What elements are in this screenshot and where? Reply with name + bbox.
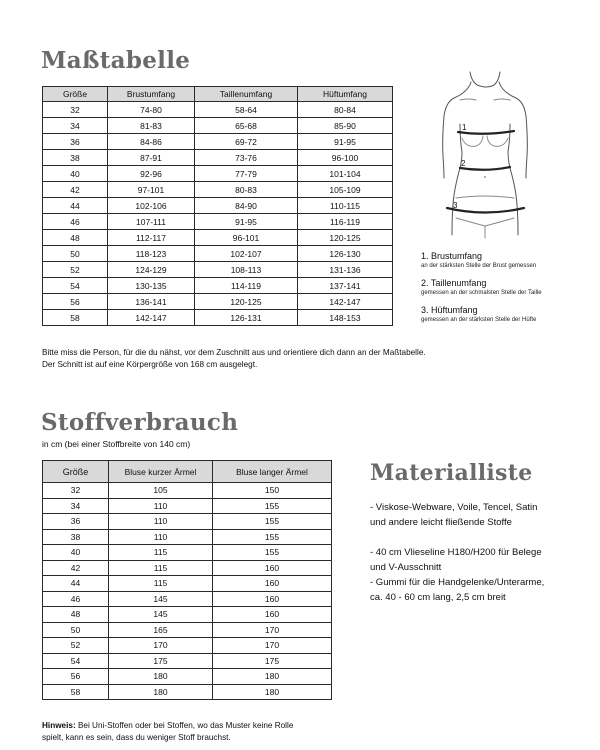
column-header-long-sleeve: Bluse langer Ärmel — [213, 461, 332, 483]
material-item: und V-Ausschnitt — [370, 562, 442, 573]
size-cell: 52 — [43, 638, 109, 654]
bust-cell: 130-135 — [108, 278, 195, 294]
table-row — [43, 310, 393, 326]
short-sleeve-cell: 145 — [109, 607, 213, 623]
size-cell: 54 — [43, 278, 108, 294]
size-cell: 32 — [43, 483, 109, 499]
table-row — [43, 294, 393, 310]
table-row — [43, 150, 393, 166]
size-chart-note — [42, 347, 426, 371]
hip-cell: 110-115 — [298, 198, 393, 214]
table-row — [43, 498, 332, 514]
short-sleeve-cell: 115 — [109, 560, 213, 576]
waist-cell: 108-113 — [195, 262, 298, 278]
short-sleeve-cell: 165 — [109, 622, 213, 638]
material-item: und andere leicht fließende Stoffe — [370, 517, 512, 528]
legend-title: 1. Brustumfang — [421, 251, 483, 261]
size-cell: 46 — [43, 591, 109, 607]
bust-cell: 87-91 — [108, 150, 195, 166]
short-sleeve-cell: 180 — [109, 669, 213, 685]
table-header-row — [43, 87, 393, 102]
waist-cell: 102-107 — [195, 246, 298, 262]
size-chart-title: Maßtabelle — [41, 47, 191, 74]
material-item: ca. 40 - 60 cm lang, 2,5 cm breit — [370, 592, 506, 603]
legend-item-bust — [421, 251, 596, 270]
table-row — [43, 545, 332, 561]
hip-cell: 116-119 — [298, 214, 393, 230]
marker-1: 1 — [462, 123, 467, 132]
column-header-bust: Brustumfang — [108, 87, 195, 102]
table-row — [43, 529, 332, 545]
body-measurement-figure — [410, 60, 590, 240]
fabric-usage-table — [42, 460, 332, 700]
measurement-legend — [421, 251, 596, 332]
waist-cell: 114-119 — [195, 278, 298, 294]
waist-cell: 126-131 — [195, 310, 298, 326]
column-header-waist: Taillenumfang — [195, 87, 298, 102]
size-cell: 56 — [43, 294, 108, 310]
legend-desc: gemessen an der schmalsten Stelle der Taille — [421, 290, 542, 296]
size-cell: 58 — [43, 684, 109, 700]
waist-cell: 58-64 — [195, 102, 298, 118]
table-row — [43, 246, 393, 262]
size-chart-table — [42, 86, 393, 326]
hip-cell: 91-95 — [298, 134, 393, 150]
column-header-size: Größe — [43, 461, 109, 483]
waist-cell: 91-95 — [195, 214, 298, 230]
short-sleeve-cell: 110 — [109, 514, 213, 530]
table-row — [43, 684, 332, 700]
size-cell: 42 — [43, 182, 108, 198]
long-sleeve-cell: 160 — [213, 607, 332, 623]
column-header-short-sleeve: Bluse kurzer Ärmel — [109, 461, 213, 483]
material-item: - Viskose-Webware, Voile, Tencel, Satin — [370, 502, 538, 513]
table-row — [43, 576, 332, 592]
material-list — [370, 500, 595, 605]
size-cell: 38 — [43, 529, 109, 545]
table-row — [43, 102, 393, 118]
long-sleeve-cell: 175 — [213, 653, 332, 669]
size-cell: 54 — [43, 653, 109, 669]
hip-cell: 105-109 — [298, 182, 393, 198]
hint-label: Hinweis: — [42, 721, 76, 730]
waist-cell: 80-83 — [195, 182, 298, 198]
size-cell: 36 — [43, 134, 108, 150]
short-sleeve-cell: 145 — [109, 591, 213, 607]
short-sleeve-cell: 115 — [109, 576, 213, 592]
short-sleeve-cell: 105 — [109, 483, 213, 499]
note-line: Bitte miss die Person, für die du nähst, vor dem Zuschnitt aus und orientiere dich dann an der Maßtabelle. — [42, 348, 426, 357]
table-row — [43, 118, 393, 134]
legend-title: 2. Taillenumfang — [421, 278, 487, 288]
size-cell: 48 — [43, 230, 108, 246]
short-sleeve-cell: 110 — [109, 529, 213, 545]
bust-cell: 92-96 — [108, 166, 195, 182]
table-row — [43, 483, 332, 499]
hip-cell: 126-130 — [298, 246, 393, 262]
waist-cell: 120-125 — [195, 294, 298, 310]
table-row — [43, 669, 332, 685]
table-row — [43, 166, 393, 182]
hip-cell: 131-136 — [298, 262, 393, 278]
hint-text-2: spielt, kann es sein, dass du weniger Stoff brauchst. — [42, 733, 231, 742]
bust-cell: 142-147 — [108, 310, 195, 326]
table-row — [43, 607, 332, 623]
long-sleeve-cell: 170 — [213, 638, 332, 654]
long-sleeve-cell: 155 — [213, 529, 332, 545]
table-row — [43, 134, 393, 150]
long-sleeve-cell: 150 — [213, 483, 332, 499]
bust-cell: 124-129 — [108, 262, 195, 278]
bust-cell: 112-117 — [108, 230, 195, 246]
long-sleeve-cell: 160 — [213, 560, 332, 576]
long-sleeve-cell: 160 — [213, 576, 332, 592]
legend-title: 3. Hüftumfang — [421, 305, 478, 315]
waist-cell: 77-79 — [195, 166, 298, 182]
material-item: - Gummi für die Handgelenke/Unterarme, — [370, 577, 545, 588]
material-list-title: Materialliste — [370, 460, 533, 486]
material-item: - 40 cm Vlieseline H180/H200 für Belege — [370, 547, 542, 558]
legend-item-hip — [421, 305, 596, 324]
bust-cell: 102-106 — [108, 198, 195, 214]
short-sleeve-cell: 180 — [109, 684, 213, 700]
size-cell: 38 — [43, 150, 108, 166]
fabric-usage-title: Stoffverbrauch — [41, 409, 239, 436]
short-sleeve-cell: 175 — [109, 653, 213, 669]
size-cell: 32 — [43, 102, 108, 118]
size-cell: 42 — [43, 560, 109, 576]
waist-cell: 73-76 — [195, 150, 298, 166]
long-sleeve-cell: 180 — [213, 669, 332, 685]
table-row — [43, 591, 332, 607]
waist-cell: 84-90 — [195, 198, 298, 214]
fabric-hint — [42, 720, 293, 744]
bust-cell: 107-111 — [108, 214, 195, 230]
hip-cell: 148-153 — [298, 310, 393, 326]
size-cell: 56 — [43, 669, 109, 685]
table-row — [43, 182, 393, 198]
table-row — [43, 262, 393, 278]
table-header-row — [43, 461, 332, 483]
size-cell: 34 — [43, 498, 109, 514]
hip-cell: 142-147 — [298, 294, 393, 310]
table-row — [43, 214, 393, 230]
short-sleeve-cell: 110 — [109, 498, 213, 514]
table-row — [43, 638, 332, 654]
waist-cell: 65-68 — [195, 118, 298, 134]
size-cell: 52 — [43, 262, 108, 278]
size-cell: 34 — [43, 118, 108, 134]
size-cell: 58 — [43, 310, 108, 326]
marker-3: 3 — [453, 201, 458, 210]
table-row — [43, 230, 393, 246]
bust-cell: 118-123 — [108, 246, 195, 262]
fabric-usage-subtitle: in cm (bei einer Stoffbreite von 140 cm) — [42, 439, 191, 449]
short-sleeve-cell: 115 — [109, 545, 213, 561]
hip-cell: 101-104 — [298, 166, 393, 182]
table-row — [43, 198, 393, 214]
short-sleeve-cell: 170 — [109, 638, 213, 654]
bust-cell: 74-80 — [108, 102, 195, 118]
long-sleeve-cell: 155 — [213, 514, 332, 530]
size-cell: 40 — [43, 545, 109, 561]
legend-item-waist — [421, 278, 596, 297]
waist-cell: 96-101 — [195, 230, 298, 246]
note-line: Der Schnitt ist auf eine Körpergröße von 168 cm ausgelegt. — [42, 360, 258, 369]
bust-cell: 136-141 — [108, 294, 195, 310]
legend-desc: gemessen an der stärksten Stelle der Hüfte — [421, 317, 537, 323]
hip-cell: 96-100 — [298, 150, 393, 166]
table-row — [43, 622, 332, 638]
long-sleeve-cell: 155 — [213, 498, 332, 514]
size-cell: 44 — [43, 198, 108, 214]
size-cell: 40 — [43, 166, 108, 182]
size-cell: 46 — [43, 214, 108, 230]
hint-text: Bei Uni-Stoffen oder bei Stoffen, wo das Muster keine Rolle — [75, 721, 294, 730]
bust-cell: 81-83 — [108, 118, 195, 134]
long-sleeve-cell: 180 — [213, 684, 332, 700]
column-header-hip: Hüftumfang — [298, 87, 393, 102]
size-cell: 44 — [43, 576, 109, 592]
hip-cell: 85-90 — [298, 118, 393, 134]
size-cell: 50 — [43, 246, 108, 262]
table-row — [43, 514, 332, 530]
hip-cell: 120-125 — [298, 230, 393, 246]
bust-cell: 84-86 — [108, 134, 195, 150]
long-sleeve-cell: 170 — [213, 622, 332, 638]
column-header-size: Größe — [43, 87, 108, 102]
legend-desc: an der stärksten Stelle der Brust gemessen — [421, 263, 537, 269]
table-row — [43, 653, 332, 669]
bust-cell: 97-101 — [108, 182, 195, 198]
waist-cell: 69-72 — [195, 134, 298, 150]
table-row — [43, 278, 393, 294]
long-sleeve-cell: 160 — [213, 591, 332, 607]
table-row — [43, 560, 332, 576]
size-cell: 50 — [43, 622, 109, 638]
size-cell: 36 — [43, 514, 109, 530]
marker-2: 2 — [461, 159, 466, 168]
hip-cell: 80-84 — [298, 102, 393, 118]
size-cell: 48 — [43, 607, 109, 623]
hip-cell: 137-141 — [298, 278, 393, 294]
long-sleeve-cell: 155 — [213, 545, 332, 561]
